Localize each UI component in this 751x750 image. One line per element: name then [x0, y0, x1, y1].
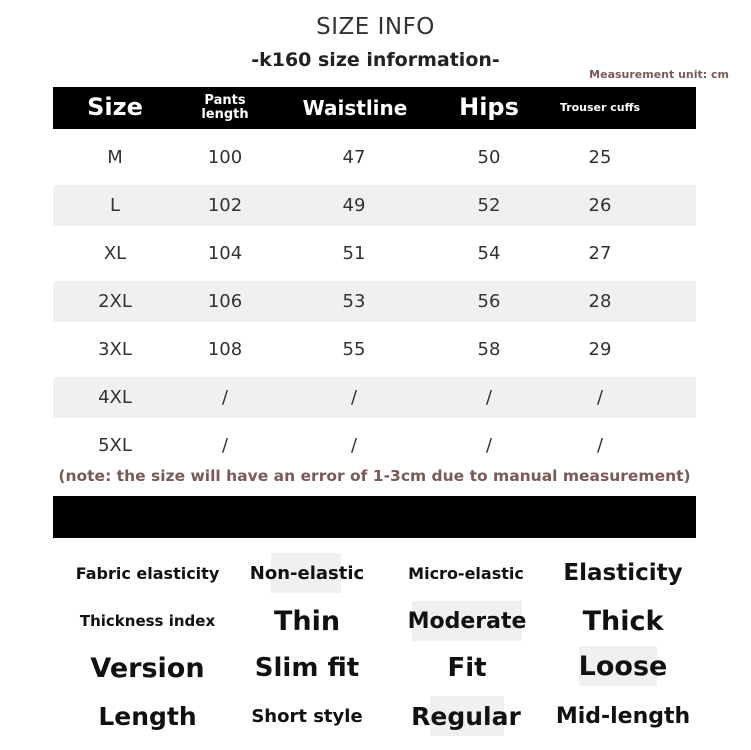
- attr-label-version: Version: [90, 652, 205, 684]
- cell-pants-length: 104: [207, 243, 243, 264]
- cell-hips: /: [485, 435, 493, 456]
- cell-pants-length: 108: [207, 339, 243, 360]
- cell-cuffs: 28: [588, 291, 612, 312]
- attr-option-loose-label: Loose: [578, 650, 668, 682]
- header-size: Size: [87, 93, 143, 122]
- cell-size: 4XL: [98, 387, 132, 408]
- cell-pants-length: 106: [207, 291, 243, 312]
- cell-waistline: /: [350, 435, 358, 456]
- attr-label-fabric-elasticity: Fabric elasticity: [75, 563, 220, 583]
- cell-waistline: 55: [342, 339, 366, 360]
- table-row: [53, 329, 696, 370]
- cell-hips: 56: [477, 291, 501, 312]
- header-waistline: Waistline: [302, 95, 408, 120]
- cell-cuffs: 25: [588, 147, 612, 168]
- attr-option-elasticity: Elasticity: [563, 560, 683, 586]
- cell-cuffs: /: [596, 387, 604, 408]
- cell-waistline: 53: [342, 291, 366, 312]
- attr-option-regular: Regular: [411, 701, 521, 731]
- table-row: [53, 377, 696, 418]
- table-row: [53, 425, 696, 466]
- header-trouser-cuffs: Trouser cuffs: [559, 101, 641, 115]
- cell-cuffs: /: [596, 435, 604, 456]
- divider-band: [53, 496, 696, 538]
- cell-hips: 58: [477, 339, 501, 360]
- cell-pants-length: /: [221, 387, 229, 408]
- attr-option-mid-length: Mid-length: [555, 703, 691, 729]
- header-hips: Hips: [459, 93, 519, 122]
- cell-hips: 52: [477, 195, 501, 216]
- measurement-unit: Measurement unit: cm: [589, 68, 729, 81]
- attr-label-length: Length: [98, 701, 197, 731]
- attr-option-short-style: Short style: [251, 705, 363, 727]
- cell-waistline: 49: [342, 195, 366, 216]
- cell-waistline: /: [350, 387, 358, 408]
- table-row: [53, 233, 696, 274]
- table-row: [53, 137, 696, 178]
- attr-option-slim-fit: Slim fit: [254, 653, 360, 683]
- cell-size: XL: [103, 243, 127, 264]
- cell-pants-length: /: [221, 435, 229, 456]
- table-row: [53, 281, 696, 322]
- cell-size: 3XL: [98, 339, 132, 360]
- cell-pants-length: 100: [207, 147, 243, 168]
- attr-option-non-elastic-label: Non-elastic: [249, 562, 365, 584]
- header-pants-length: Pants length: [201, 93, 249, 122]
- cell-size: 5XL: [98, 435, 132, 456]
- attr-option-fit: Fit: [447, 653, 487, 683]
- page-subtitle: -k160 size information-: [251, 49, 500, 71]
- attr-option-thick: Thick: [582, 605, 664, 637]
- measurement-note: (note: the size will have an error of 1-3cm due to manual measurement): [58, 467, 691, 485]
- cell-cuffs: 27: [588, 243, 612, 264]
- cell-waistline: 51: [342, 243, 366, 264]
- page-title: SIZE INFO: [316, 14, 435, 40]
- cell-cuffs: 26: [588, 195, 612, 216]
- cell-size: L: [109, 195, 121, 216]
- cell-size: 2XL: [98, 291, 132, 312]
- cell-waistline: 47: [342, 147, 366, 168]
- cell-size: M: [107, 147, 123, 168]
- size-table-header: [53, 87, 696, 129]
- cell-cuffs: 29: [588, 339, 612, 360]
- attr-option-thin: Thin: [273, 605, 341, 637]
- attr-option-moderate: Moderate: [412, 601, 522, 641]
- cell-hips: /: [485, 387, 493, 408]
- cell-hips: 54: [477, 243, 501, 264]
- attr-option-micro-elastic: Micro-elastic: [408, 563, 524, 583]
- attr-label-thickness-index: Thickness index: [79, 612, 216, 630]
- table-row: [53, 185, 696, 226]
- cell-hips: 50: [477, 147, 501, 168]
- cell-pants-length: 102: [207, 195, 243, 216]
